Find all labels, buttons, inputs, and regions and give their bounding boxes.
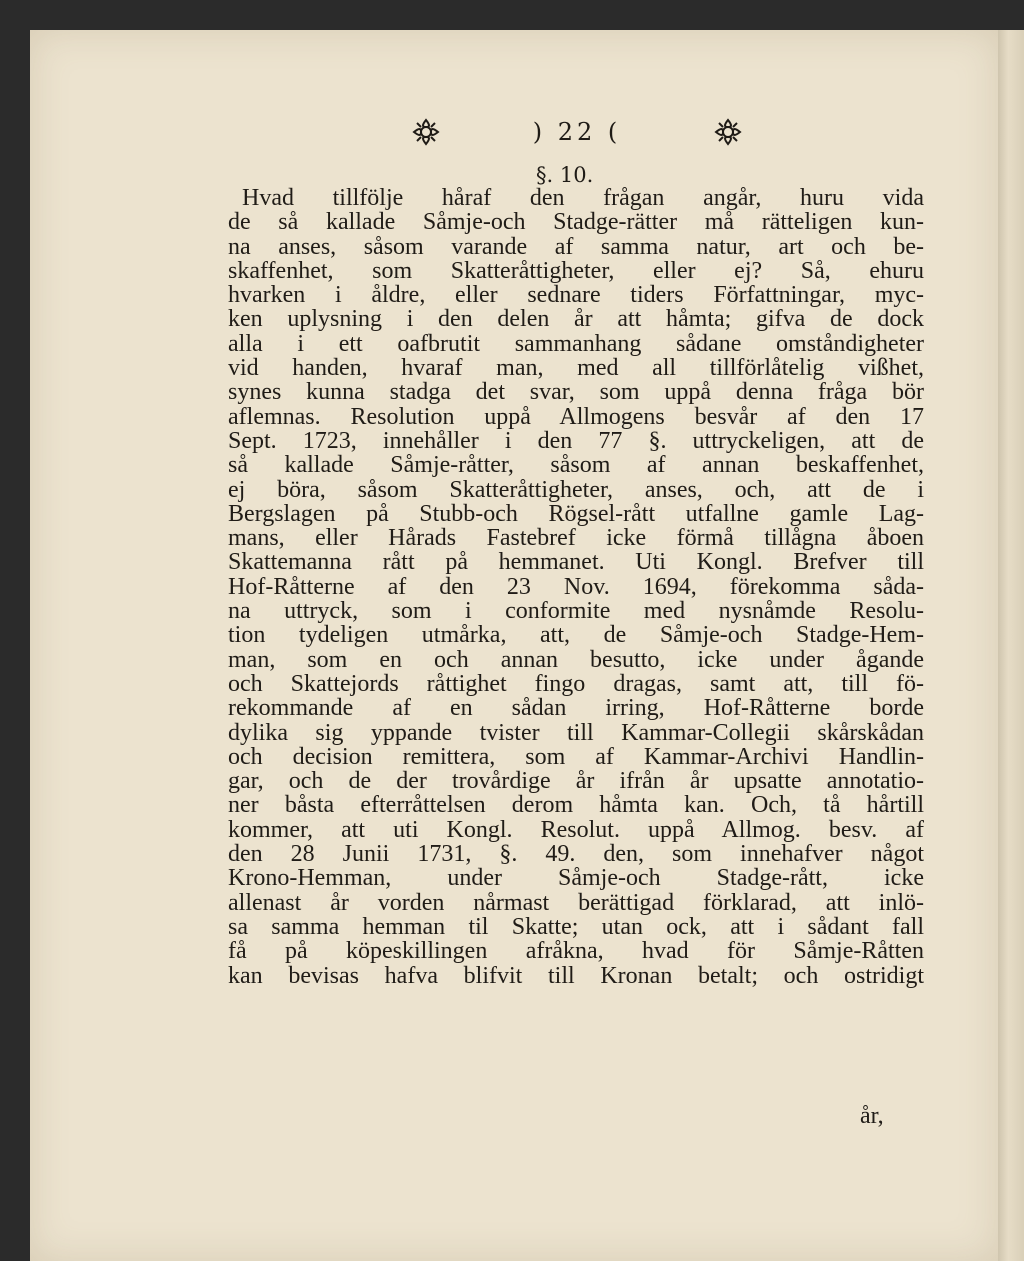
text-line: så kallade Såmje-råtter, såsom af annan beskaffenhet, [228, 452, 924, 479]
text-line: man, som en och annan besutto, icke under ågande [228, 646, 924, 673]
text-line: de så kallade Såmje-och Stadge-rätter må rätteligen kun- [228, 209, 924, 236]
text-line: kan bevisas hafva blifvit till Kronan betalt; och ostridigt [228, 962, 924, 989]
left-ornament-icon [412, 118, 440, 146]
page-header [412, 112, 742, 152]
text-line: synes kunna stadga det svar, som uppå denna fråga bör [228, 379, 924, 406]
text-line: få på köpeskillingen afråkna, hvad för Såmje-Råtten [228, 938, 924, 965]
text-line: ej böra, såsom Skatteråttigheter, anses, och, att de i [228, 476, 924, 503]
text-line: och Skattejords råttighet fingo dragas, samt att, till fö- [228, 670, 924, 697]
text-line: skaffenhet, som Skatteråttigheter, eller ej? Så, ehuru [228, 257, 924, 284]
text-line: Bergslagen på Stubb-och Rögsel-rått utfallne gamle Lag- [228, 500, 924, 527]
text-line: rekommande af en sådan irring, Hof-Råtterne borde [228, 695, 924, 722]
text-line: na anses, såsom varande af samma natur, art och be- [228, 233, 924, 260]
text-line: Skattemanna rått på hemmanet. Uti Kongl. Brefver till [228, 549, 924, 576]
text-line: vid handen, hvaraf man, med all tillförlåtelig vißhet, [228, 355, 924, 382]
text-line: hvarken i åldre, eller sednare tiders Författningar, myc- [228, 282, 924, 309]
text-line: na uttryck, som i conformite med nysnåmde Resolu- [228, 598, 924, 625]
text-line: Krono-Hemman, under Såmje-och Stadge-rått, icke [228, 865, 924, 892]
text-line: ken uplysning i den delen år att håmta; gifva de dock [228, 306, 924, 333]
text-line: tion tydeligen utmårka, att, de Såmje-och Stadge-Hem- [228, 622, 924, 649]
text-line: sa samma hemman til Skatte; utan ock, att i sådant fall [228, 913, 924, 940]
body-text [228, 186, 924, 988]
page-number: ) 22 ( [532, 118, 622, 146]
text-line: gar, och de der trovårdige år ifrån år upsatte annotatio- [228, 768, 924, 795]
text-line: den 28 Junii 1731, §. 49. den, som innehafver något [228, 841, 924, 868]
text-line: Sept. 1723, innehåller i den 77 §. uttryckeligen, att de [228, 427, 924, 454]
catchword: år, [860, 1103, 884, 1129]
text-line: dylika sig yppande tvister till Kammar-Collegii skårskådan [228, 719, 924, 746]
page-edge [998, 30, 1024, 1261]
right-ornament-icon [714, 118, 742, 146]
section-heading: §. 10. [536, 163, 594, 187]
text-line: Hof-Råtterne af den 23 Nov. 1694, förekomma såda- [228, 573, 924, 600]
text-line: aflemnas. Resolution uppå Allmogens besvår af den 17 [228, 403, 924, 430]
text-line: ner båsta efterråttelsen derom håmta kan. Och, tå hårtill [228, 792, 924, 819]
text-line: mans, eller Hårads Fastebref icke förmå tillågna åboen [228, 525, 924, 552]
text-line: och decision remittera, som af Kammar-Archivi Handlin- [228, 743, 924, 770]
text-line: alla i ett oafbrutit sammanhang sådane omståndigheter [228, 330, 924, 357]
text-line: allenast år vorden nårmast berättigad förklarad, att inlö- [228, 889, 924, 916]
text-line: Hvad tillfölje håraf den frågan angår, huru vida [242, 185, 924, 211]
text-line: kommer, att uti Kongl. Resolut. uppå Allmog. besv. af [228, 816, 924, 843]
